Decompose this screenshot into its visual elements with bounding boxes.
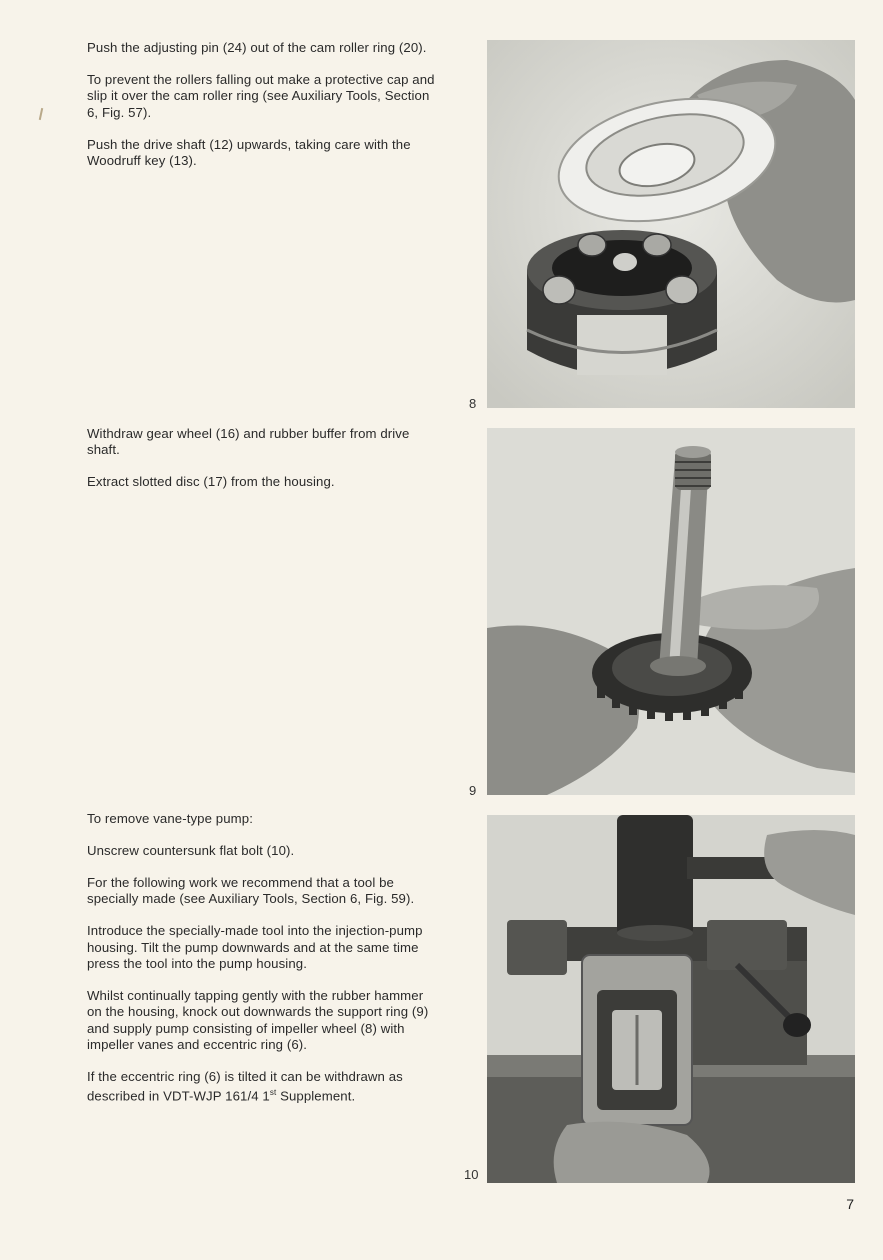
paragraph: Withdraw gear wheel (16) and rubber buffer from drive shaft. <box>87 426 410 458</box>
paragraph: Introduce the specially-made tool into the injection-pump housing. Tilt the pump downwards and at the same time press the tool into the pump housing. <box>87 923 423 971</box>
figure-8-number: 8 <box>469 396 477 411</box>
paragraph: To prevent the rollers falling out make a protective cap and slip it over the cam roller ring (see Auxiliary Tools, Section 6, Fig. 57). <box>87 71 435 120</box>
paragraph: To remove vane-type pump: <box>87 811 253 826</box>
figure-9-photo <box>487 428 855 795</box>
paragraph: Extract slotted disc (17) from the housing. <box>87 474 335 490</box>
paragraph: Push the adjusting pin (24) out of the cam roller ring (20). <box>87 40 427 55</box>
paragraph <box>87 1069 437 1105</box>
figure-8-photo <box>487 40 855 408</box>
figure-9-number: 9 <box>469 783 477 798</box>
paragraph: Unscrew countersunk flat bolt (10). <box>87 842 295 858</box>
section-3-text <box>87 811 437 1121</box>
section-1-text <box>87 40 437 185</box>
paragraph-text: Supplement. <box>276 1088 356 1104</box>
section-2-text <box>87 426 437 506</box>
paragraph: Whilst continually tapping gently with the rubber hammer on the housing, knock out downwards the support ring (9) and supply pump consisting of impeller wheel (8) with impeller vanes and eccentric ring (6). <box>87 987 429 1053</box>
figure-10-photo <box>487 815 855 1183</box>
paragraph-text: If the eccentric ring (6) is tilted it can be withdrawn as described in VDT-WJP 161/4 1 <box>87 1068 403 1104</box>
superscript: st <box>269 1088 277 1098</box>
stray-mark <box>39 108 43 120</box>
figure-10-number: 10 <box>464 1167 479 1182</box>
page-number: 7 <box>846 1196 854 1212</box>
paragraph: Push the drive shaft (12) upwards, taking care with the Woodruff key (13). <box>87 136 411 169</box>
paragraph: For the following work we recommend that a tool be specially made (see Auxiliary Tools, Section 6, Fig. 59). <box>87 874 415 907</box>
